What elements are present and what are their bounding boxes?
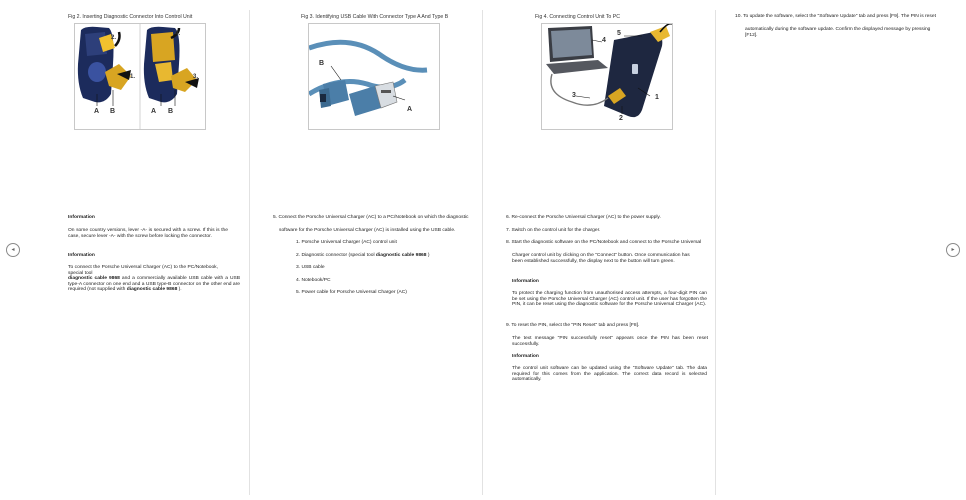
- step-text: automatically during the software update. Confirm the displayed message by pressing [F12].: [745, 27, 931, 38]
- usb-cable-figure: [308, 23, 440, 130]
- callout-label: B: [110, 108, 116, 115]
- chevron-left-icon: ◂: [11, 247, 15, 253]
- figure-caption: Fig 2. Inserting Diagnostic Connector Into Control Unit: [68, 14, 193, 20]
- list-item: 3. USB cable: [296, 265, 325, 270]
- info-heading: Information: [68, 215, 95, 220]
- column-divider: [249, 10, 250, 495]
- pc-connection-illustration: [542, 24, 672, 129]
- callout-label: 4.: [175, 31, 181, 37]
- info-heading: Information: [68, 253, 95, 258]
- step-text: 6. Re-connect the Porsche Universal Charger (AC) to the power supply.: [506, 215, 661, 220]
- step-text: 7. Switch on the control unit for the charger.: [506, 228, 601, 233]
- callout-label: 3.: [193, 74, 199, 80]
- tool-name: diagnostic cable 9868: [126, 287, 178, 293]
- step-text: 8. Start the diagnostic software on the PC/Notebook and connect to the Porsche Universal: [506, 240, 702, 245]
- list-item: 4. Notebook/PC: [296, 278, 331, 283]
- info-text: [68, 265, 240, 293]
- info-heading: Information: [512, 354, 539, 359]
- step-text: 5. Connect the Porsche Universal Charger (AC) to a PC/Notebook on which the diagnostic: [273, 215, 469, 220]
- next-page-button[interactable]: [946, 243, 960, 257]
- callout-label: 5: [617, 30, 621, 37]
- step-text: 10. To update the software, select the "Software Update" tab and press [F9]. The PIN is reset: [735, 14, 936, 19]
- list-item-text: ): [426, 253, 430, 258]
- callout-label: B: [319, 60, 325, 67]
- list-item: [296, 253, 476, 259]
- usb-cable-illustration: [309, 24, 439, 129]
- connector-figure: [74, 23, 206, 130]
- callout-label: A: [151, 108, 157, 115]
- column-divider: [715, 10, 716, 495]
- step-text: 9. To reset the PIN, select the "PIN Reset" tab and press [F8].: [506, 323, 640, 328]
- pc-connection-figure: [541, 23, 673, 130]
- callout-label: 2: [619, 115, 623, 122]
- info-text: To protect the charging function from unauthorised access attempts, a four-digit PIN can be set using the Porsche Universal Charger (AC) control unit. If the user has forgotten the PIN, it can be reset using the diagnostic software for the Porsche Universal Charger (AC).: [512, 291, 707, 308]
- step-text: The text message "PIN successfully reset" appears once the PIN has been reset successfully.: [512, 336, 708, 347]
- callout-label: A: [407, 106, 413, 113]
- info-text: The control unit software can be updated using the "Software Update" tab. The data required for this comes from the application. The correct data record is selected automatically.: [512, 366, 707, 383]
- info-heading: Information: [512, 279, 539, 284]
- step-text: Charger control unit by clicking on the "Connect" button. Once communication has been established successfully, the display next to the button will turn green.: [512, 253, 690, 264]
- callout-label: 3: [572, 92, 576, 99]
- callout-label: 4: [602, 37, 606, 44]
- info-text: On some country versions, lever -A- is secured with a screw. If this is the case, secure lever -A- with the screw before locking the connector.: [68, 228, 228, 239]
- list-item-text: 2. Diagnostic connector (special tool: [296, 253, 376, 258]
- callout-label: 1.: [130, 74, 136, 80]
- info-text-part: ).: [177, 287, 182, 293]
- callout-label: 2.: [111, 35, 117, 41]
- chevron-right-icon: ▸: [951, 247, 955, 253]
- list-item: 1. Porsche Universal Charger (AC) control unit: [296, 240, 397, 245]
- info-text-part: To connect the Porsche Universal Charger (AC) to the PC/Notebook, special tool: [68, 265, 218, 276]
- info-text-part: and a commercially available USB cable with a USB type-A connector on one end and a USB type-B connector on the other end are required (not supplied with: [68, 276, 241, 293]
- column-divider: [482, 10, 483, 495]
- tool-name: diagnostic cable 9868: [68, 276, 120, 282]
- figure-caption: Fig 3. Identifying USB Cable With Connector Type A And Type B: [301, 14, 449, 20]
- callout-label: 1: [655, 94, 659, 101]
- step-text: software for the Porsche Universal Charger (AC) is installed using the USB cable.: [279, 228, 456, 233]
- list-item: 5. Power cable for Porsche Universal Charger (AC): [296, 290, 407, 295]
- previous-page-button[interactable]: [6, 243, 20, 257]
- tool-name: diagnostic cable 9868: [375, 253, 427, 258]
- callout-label: B: [168, 108, 174, 115]
- callout-label: A: [94, 108, 100, 115]
- figure-caption: Fig 4. Connecting Control Unit To PC: [535, 14, 620, 20]
